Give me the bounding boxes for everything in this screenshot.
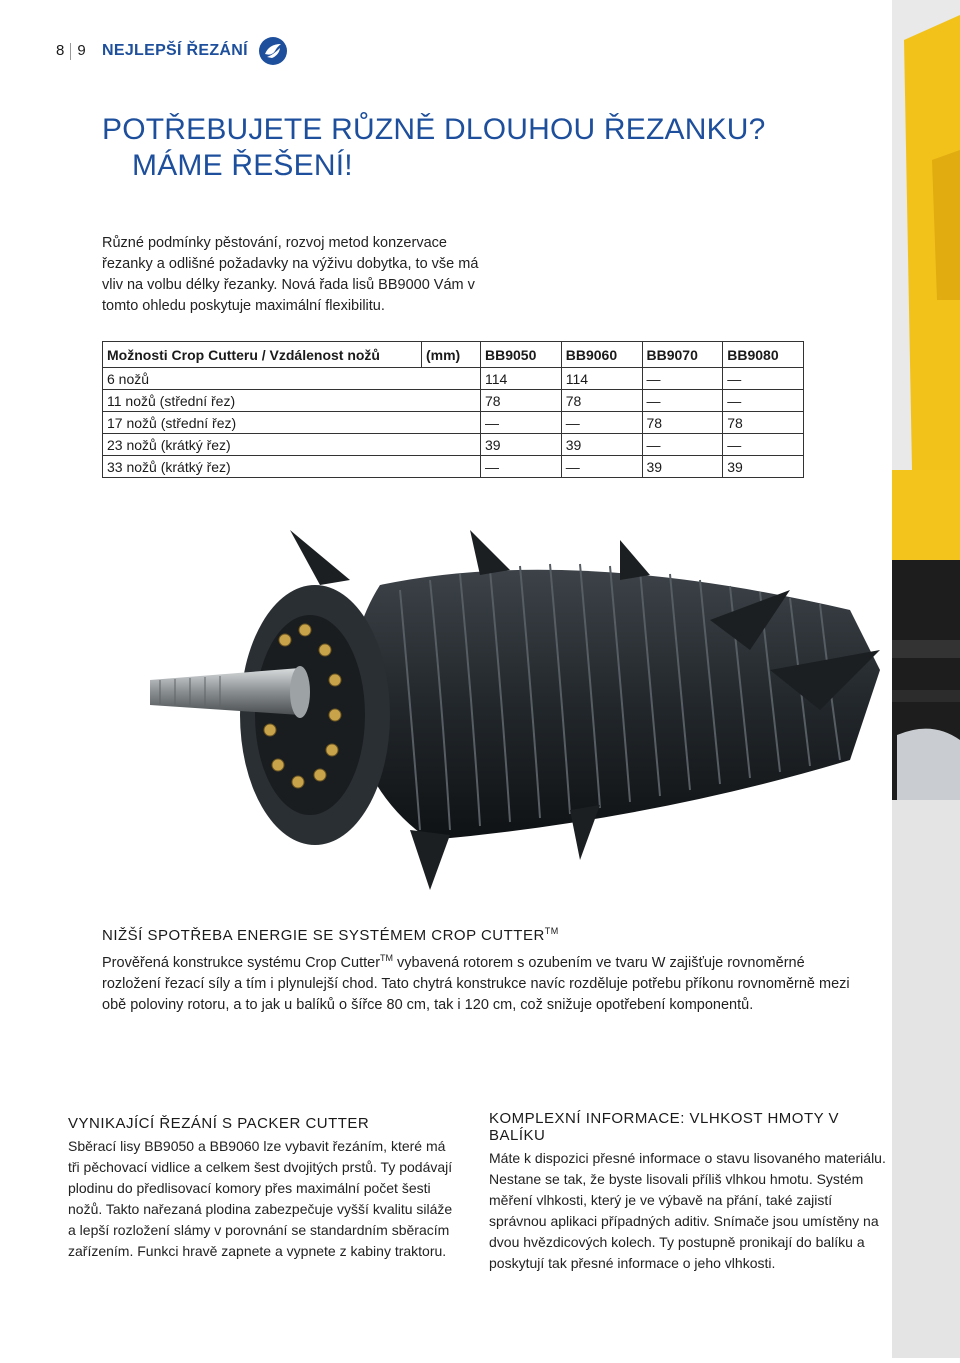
packer-cutter-paragraph: Sběrací lisy BB9050 a BB9060 lze vybavit řezáním, které má tři pěchovací vidlice a celkem šest dvojitých prstů. Ty podávají plodinu do předlisovací komory přes maximální počet šesti nožů. Takto nařezaná plodina zabezpečuje vyšší kvalitu siláže a lepší rozložení slámy v porovnání se standardním sběracím zařízením. Funkci hravě zapnete a vypnete z kabiny traktoru. [68,1138,453,1259]
table-header-cell: BB9080 [723,342,804,368]
table-cell: 11 nožů (střední řez) [103,390,422,412]
table-header-cell: Možnosti Crop Cutteru / Vzdálenost nožů [103,342,422,368]
trademark-mark: TM [380,953,394,963]
table-cell: 114 [561,368,642,390]
table-cell [422,368,481,390]
new-holland-leaf-logo-icon [258,36,288,66]
crop-cutter-rotor-image [150,500,920,900]
moisture-section [489,1110,889,1274]
section-title: NEJLEPŠÍ ŘEZÁNÍ [102,42,248,59]
table-cell: — [481,456,562,478]
table-cell: 78 [481,390,562,412]
table-cell: 23 nožů (krátký řez) [103,434,422,456]
table-cell: — [723,390,804,412]
moisture-heading: KOMPLEXNÍ INFORMACE: VLHKOST HMOTY V BALÍKU [489,1110,840,1144]
table-header-row [103,342,804,368]
table-cell: — [561,412,642,434]
table-cell: — [723,368,804,390]
table-cell [422,390,481,412]
energy-text-a: Prověřená konstrukce systému Crop Cutter [102,954,381,971]
table-cell: 39 [481,434,562,456]
headline-line-2: MÁME ŘEŠENÍ! [132,149,353,182]
table-row [103,412,804,434]
packer-cutter-section [68,1115,458,1262]
intro-paragraph: Různé podmínky pěstování, rozvoj metod konzervace řezanky a odlišné požadavky na výživu dobytka, to vše má vliv na volbu délky řezanky. Nová řada lisů BB9000 Vám v tomto ohledu poskytuje maximální flexibilitu. [102,234,479,314]
table-cell: — [481,412,562,434]
table-cell [422,456,481,478]
table-row [103,434,804,456]
energy-paragraph [102,948,862,1016]
trademark-mark: TM [544,926,559,936]
table-row [103,368,804,390]
table-cell: 114 [481,368,562,390]
moisture-paragraph: Máte k dispozici přesné informace o stavu lisovaného materiálu. Nestane se tak, že byste lisovali příliš vlhkou hmotu. Systém měření vlhkosti, který je ve výbavě na přání, také zajistí správnou aplikaci případných aditiv. Snímače jsou umístěny na dvou hvězdicových kolech. Ty postupně pronikají do balíku a poskytují tak přesné informace o jeho vlhkosti. [489,1150,886,1271]
table-cell: 6 nožů [103,368,422,390]
energy-section [102,926,862,1016]
table-cell: 78 [642,412,723,434]
page-numbers [56,42,86,60]
table-cell: 39 [561,434,642,456]
page-number-right: 9 [77,42,86,59]
page-headline [102,112,822,184]
energy-heading [102,926,862,944]
table-cell: — [642,368,723,390]
table-cell: 78 [723,412,804,434]
crop-cutter-rotor-icon [150,500,920,900]
table-cell [422,434,481,456]
table-cell [422,412,481,434]
packer-cutter-heading: VYNIKAJÍCÍ ŘEZÁNÍ S PACKER CUTTER [68,1115,370,1132]
table-header-cell: (mm) [422,342,481,368]
table-row [103,390,804,412]
table-cell: — [642,390,723,412]
table-cell: — [642,434,723,456]
table-row [103,456,804,478]
table-cell: 17 nožů (střední řez) [103,412,422,434]
table-header-cell: BB9070 [642,342,723,368]
table-cell: 39 [642,456,723,478]
page-number-left: 8 [56,42,65,59]
table-cell: 78 [561,390,642,412]
knife-options-table [102,341,804,478]
table-header-cell: BB9050 [481,342,562,368]
table-cell: 39 [723,456,804,478]
table-cell: — [561,456,642,478]
headline-line-1: POTŘEBUJETE RŮZNĚ DLOUHOU ŘEZANKU? [102,113,766,146]
table-header-cell: BB9060 [561,342,642,368]
page-number-divider [70,43,71,60]
energy-text-b: vybavená rotorem s ozubením ve tvaru W zajišťuje rovnoměrné rozložení řezací síly a tím i plynulejší chod. Tato chytrá konstrukce navíc rozděluje potřebu příkonu rovnoměrně mezi obě poloviny rotoru, a to jak u balíků o šířce 80 cm, tak i 120 cm, což snižuje opotřebení komponentů. [102,954,850,1013]
table-cell: 33 nožů (krátký řez) [103,456,422,478]
table-cell: — [723,434,804,456]
energy-heading-text: NIŽŠÍ SPOTŘEBA ENERGIE SE SYSTÉMEM CROP CUTTER [102,927,545,944]
